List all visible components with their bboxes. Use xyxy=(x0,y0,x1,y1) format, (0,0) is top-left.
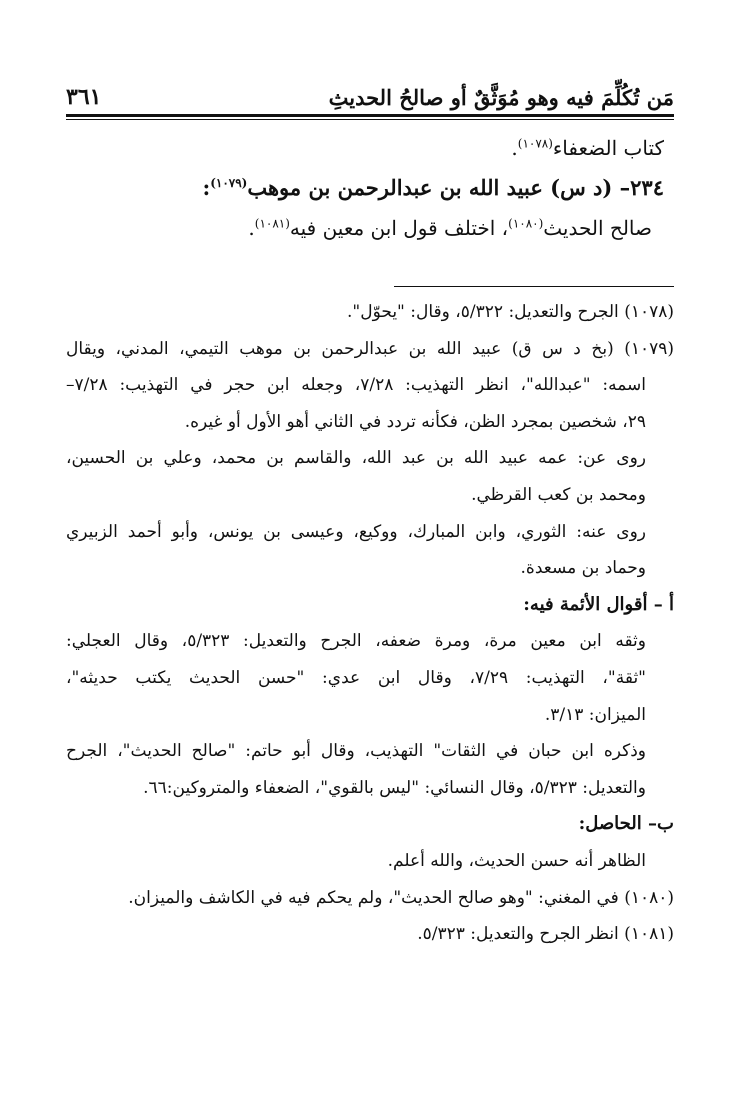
entry-heading xyxy=(66,168,664,208)
section-a-line: الميزان: ٣/١٣. xyxy=(544,704,646,725)
footnotes xyxy=(66,294,674,953)
footnote-1078: (١٠٧٨) الجرح والتعديل: ٥/٣٢٢، وقال: "يحوّل". xyxy=(347,302,674,322)
main-text xyxy=(66,128,664,248)
footnote-1079-line: اسمه: "عبدالله"، انظر التهذيب: ٧/٢٨، وجعله ابن حجر في التهذيب: ٧/٢٨– xyxy=(66,375,646,396)
entry-number: ٢٣٤– xyxy=(619,175,664,200)
footnote-ref: (١٠٨٠) xyxy=(508,216,544,231)
footnote-1079-line: ٢٩، شخصين بمجرد الظن، فكأنه تردد في الثاني أهو الأول أو غيره. xyxy=(184,411,646,432)
text-fragment: كتاب الضعفاء xyxy=(552,136,664,160)
text-fragment: ، اختلف قول ابن معين فيه xyxy=(289,216,509,240)
text-fragment: . xyxy=(248,216,255,240)
section-a-line: وثقه ابن معين مرة، ومرة ضعفه، الجرح والتعديل: ٥/٣٢٣، وقال العجلي: xyxy=(66,631,646,652)
running-title: مَن تُكُلِّمَ فيه وهو مُوَثَّقٌ أو صالحُ الحديثِ xyxy=(328,85,674,110)
footnote-ref: (١٠٧٨) xyxy=(517,136,553,151)
text-fragment: صالح الحديث xyxy=(543,216,652,240)
footnote-ref: (١٠٧٩) xyxy=(210,176,248,190)
entry-title: (د س) عبيد الله بن عبدالرحمن بن موهب xyxy=(247,175,613,200)
section-a-line: "ثقة"، التهذيب: ٧/٢٩، وقال ابن عدي: "حسن الحديث يكتب حديثه"، xyxy=(66,667,646,688)
footnote-1079-line: (١٠٧٩) (بخ د س ق) عبيد الله بن عبدالرحمن بن موهب التيمي، المدني، ويقال xyxy=(66,338,674,359)
footnote-separator xyxy=(394,286,674,287)
subheading-b: ب– الحاصل: xyxy=(578,813,674,835)
text-fragment: : xyxy=(202,175,211,200)
page-header xyxy=(66,66,674,110)
footnote-1079-line: وحماد بن مسعدة. xyxy=(520,558,646,579)
text-fragment: . xyxy=(511,136,518,160)
text-line xyxy=(66,208,664,248)
footnote-1079-line: ومحمد بن كعب القرظي. xyxy=(471,484,646,505)
footnote-ref: (١٠٨١) xyxy=(254,216,290,231)
section-a-line: والتعديل: ٥/٣٢٣، وقال النسائي: "ليس بالقوي"، الضعفاء والمتروكين:٦٦. xyxy=(143,777,646,798)
text-line xyxy=(66,128,664,168)
header-rule xyxy=(66,114,674,120)
section-b-line: الظاهر أنه حسن الحديث، والله أعلم. xyxy=(387,850,646,871)
footnote-1079-line: روى عن: عمه عبيد الله بن عبد الله، والقاسم بن محمد، وعلي بن الحسين، xyxy=(66,448,646,469)
subheading-a: أ – أقوال الأئمة فيه: xyxy=(523,593,674,615)
page-number: ٣٦١ xyxy=(66,84,102,110)
footnote-1080: (١٠٨٠) في المغني: "وهو صالح الحديث"، ولم يحكم فيه في الكاشف والميزان. xyxy=(128,887,674,908)
footnote-1079-line: روى عنه: الثوري، وابن المبارك، ووكيع، وعيسى بن يونس، وأبو أحمد الزبيري xyxy=(66,521,646,542)
section-a-line: وذكره ابن حبان في الثقات" التهذيب، وقال أبو حاتم: "صالح الحديث"، الجرح xyxy=(66,741,646,762)
footnote-1081: (١٠٨١) انظر الجرح والتعديل: ٥/٣٢٣. xyxy=(417,924,674,945)
